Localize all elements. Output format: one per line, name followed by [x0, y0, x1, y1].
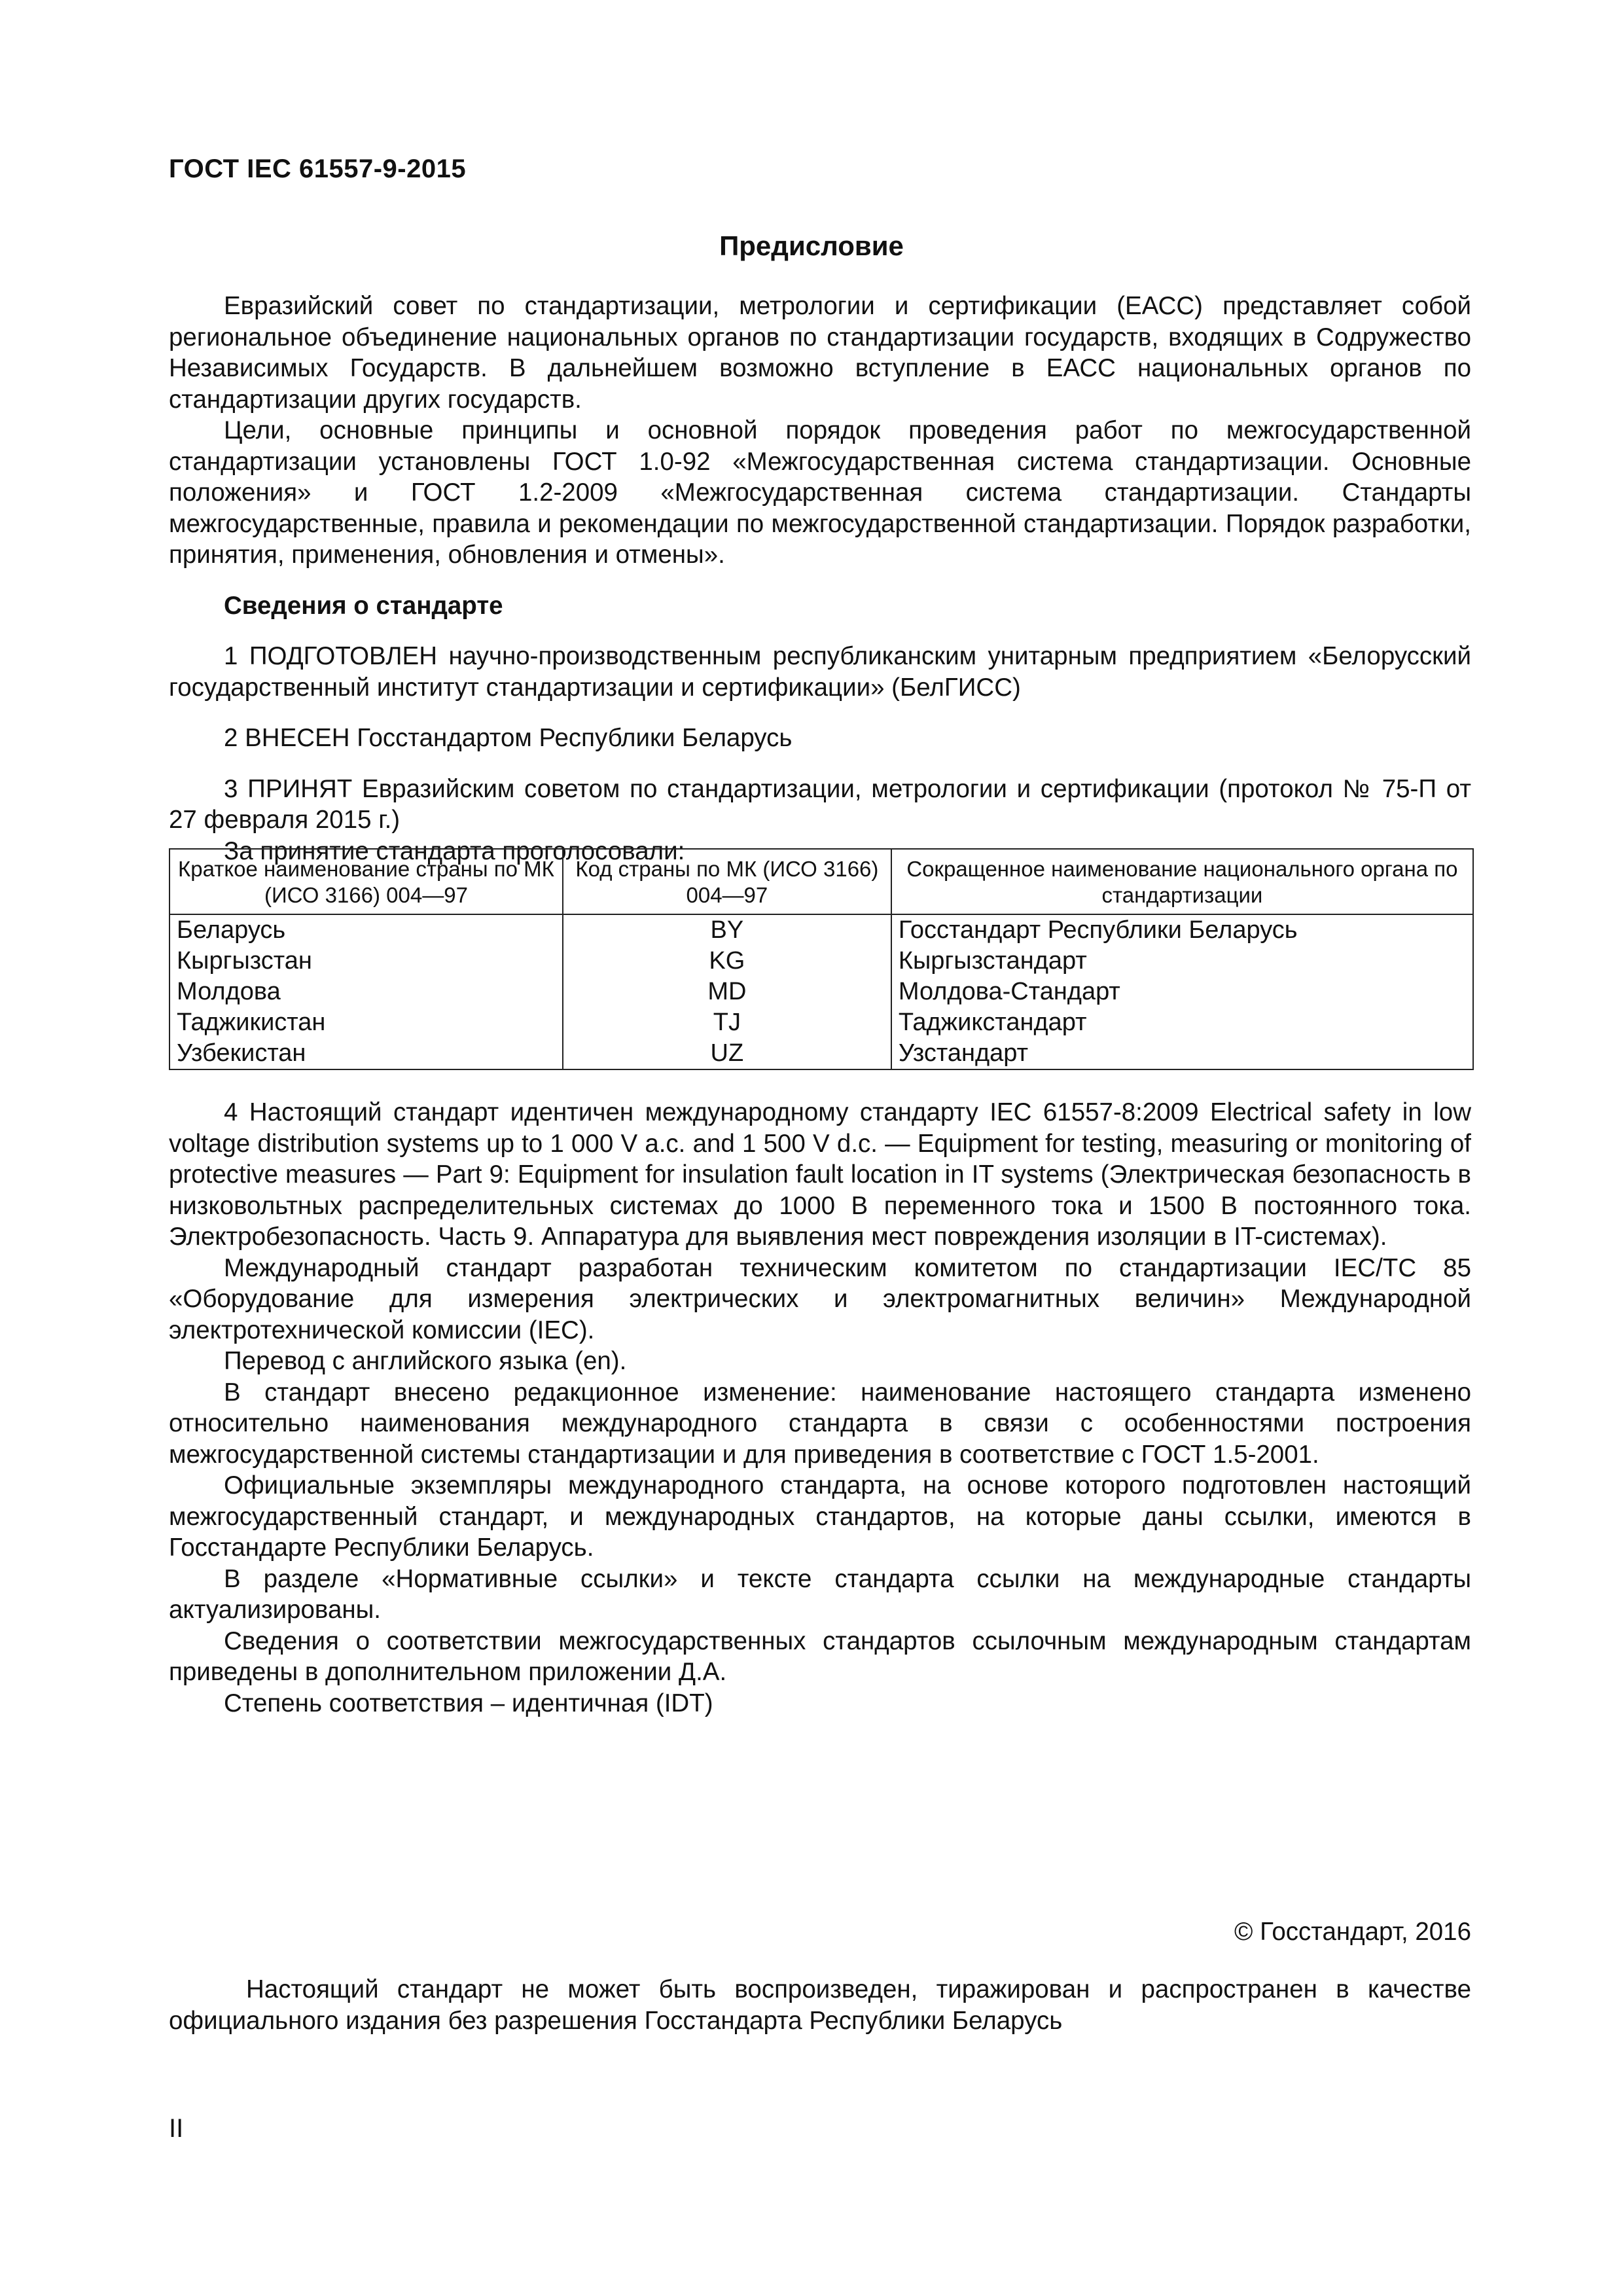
section-heading: Сведения о стандарте	[224, 591, 503, 620]
notice-text: Настоящий стандарт не может быть воспроизведен, тиражирован и распространен в качестве официального издания без разрешения Госстандарта Республики Беларусь	[169, 1975, 1471, 2035]
paragraph: Официальные экземпляры международного стандарта, на основе которого подготовлен настоящий межгосударственный стандарт, и международных стандартов, на которые даны ссылки, имеются в Госстандарте Республики Беларусь.	[169, 1471, 1471, 1562]
cell-country: Таджикистан	[169, 1007, 563, 1038]
cell-code: TJ	[563, 1007, 891, 1038]
cell-code: UZ	[563, 1038, 891, 1069]
paragraph: Степень соответствия – идентичная (IDT)	[224, 1689, 713, 1717]
table-row	[169, 977, 1473, 1007]
item-adopted: 3 ПРИНЯТ Евразийским советом по стандартизации, метрологии и сертификации (протокол № 75-П от 27 февраля 2015 г.)	[169, 774, 1471, 834]
paragraph: В разделе «Нормативные ссылки» и тексте стандарта ссылки на международные стандарты актуализированы.	[169, 1564, 1471, 1624]
cell-code: BY	[563, 914, 891, 946]
page-title: Предисловие	[719, 230, 904, 261]
standard-info-text	[169, 1097, 1471, 1719]
item-prepared: 1 ПОДГОТОВЛЕН научно-производственным республиканским унитарным предприятием «Белорусский государственный институт стандартизации и сертификации» (БелГИСС)	[169, 642, 1471, 702]
cell-code: KG	[563, 946, 891, 977]
paragraph: Евразийский совет по стандартизации, метрологии и сертификации (ЕАСС) представляет собой региональное объединение национальных органов по стандартизации государств, входящих в Содружество Независимых Государств. В дальнейшем возможно вступление в ЕАСС национальных органов по стандартизации других государств.	[169, 292, 1471, 414]
column-header-body: Сокращенное наименование национального органа по стандартизации	[891, 849, 1473, 914]
table-row	[169, 946, 1473, 977]
copyright: © Госстандарт, 2016	[1234, 1918, 1471, 1946]
item-submitted: 2 ВНЕСЕН Госстандартом Республики Беларусь	[224, 724, 793, 752]
table-row	[169, 1007, 1473, 1038]
paragraph: Сведения о соответствии межгосударственных стандартов ссылочным международным стандартам приведены в дополнительном приложении Д.А.	[169, 1626, 1471, 1686]
cell-body: Молдова-Стандарт	[891, 977, 1473, 1007]
reproduction-notice	[169, 1974, 1471, 2036]
voted-intro: За принятие стандарта проголосовали:	[224, 836, 685, 865]
paragraph: Перевод с английского языка (en).	[224, 1347, 627, 1375]
table-header-row	[169, 849, 1473, 914]
cell-code: MD	[563, 977, 891, 1007]
cell-country: Узбекистан	[169, 1038, 563, 1069]
page-number: II	[169, 2114, 184, 2143]
cell-body: Госстандарт Республики Беларусь	[891, 914, 1473, 946]
paragraph: Международный стандарт разработан техническим комитетом по стандартизации IEC/TC 85 «Оборудование для измерения электрических и электромагнитных величин» Международной электротехнической комиссии (IEC).	[169, 1253, 1471, 1344]
preface-text	[169, 291, 1471, 867]
voting-table	[169, 848, 1474, 1070]
column-header-country: Краткое наименование страны по МК (ИСО 3166) 004—97	[169, 849, 563, 914]
cell-body: Таджикстандарт	[891, 1007, 1473, 1038]
standard-code-header: ГОСТ IEC 61557-9-2015	[169, 154, 467, 183]
cell-country: Беларусь	[169, 914, 563, 946]
cell-country: Кыргызстан	[169, 946, 563, 977]
table-row	[169, 914, 1473, 946]
paragraph-identity: 4 Настоящий стандарт идентичен международному стандарту IEC 61557-8:2009 Electrical safety in low voltage distribution systems up to 1 000 V a.c. and 1 500 V d.c. — Equipment for testing, measuring or monitoring of protective measures — Part 9: Equipment for insulation fault location in IT systems (Электрическая безопасность в низковольтных распределительных системах до 1000 В переменного тока и 1500 В постоянного тока. Электробезопасность. Часть 9. Аппаратура для выявления мест повреждения изоляции в IT-системах).	[169, 1098, 1471, 1251]
cell-body: Кыргызстандарт	[891, 946, 1473, 977]
paragraph: В стандарт внесено редакционное изменение: наименование настоящего стандарта изменено относительно наименования международного стандарта в связи с особенностями построения межгосударственной системы стандартизации и для приведения в соответствие с ГОСТ 1.5-2001.	[169, 1378, 1471, 1469]
cell-body: Узстандарт	[891, 1038, 1473, 1069]
table-row	[169, 1038, 1473, 1069]
paragraph: Цели, основные принципы и основной порядок проведения работ по межгосударственной стандартизации установлены ГОСТ 1.0-92 «Межгосударственная система стандартизации. Основные положения» и ГОСТ 1.2-2009 «Межгосударственная система стандартизации. Стандарты межгосударственные, правила и рекомендации по межгосударственной стандартизации. Порядок разработки, принятия, применения, обновления и отмены».	[169, 416, 1471, 569]
cell-country: Молдова	[169, 977, 563, 1007]
column-header-code: Код страны по МК (ИСО 3166) 004—97	[563, 849, 891, 914]
